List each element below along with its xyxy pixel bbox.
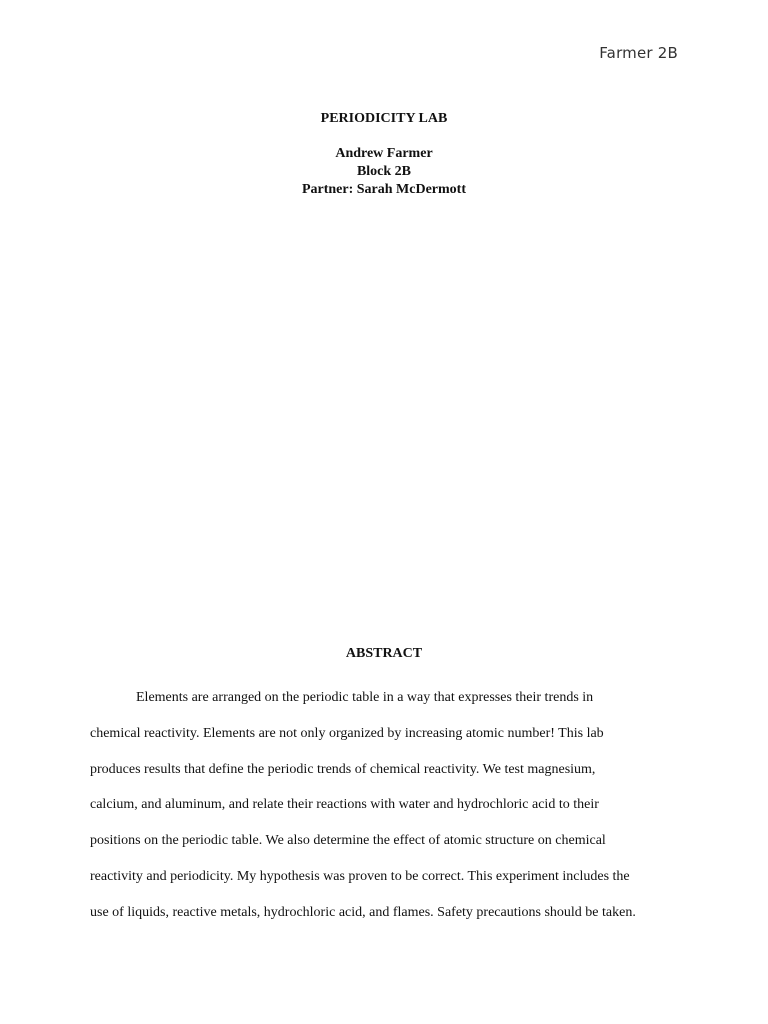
title-block xyxy=(0,110,768,199)
abstract-paragraph xyxy=(90,680,680,931)
abstract-line: Elements are arranged on the periodic table in a way that expresses their trends in xyxy=(136,690,594,705)
abstract-line: chemical reactivity. Elements are not only organized by increasing atomic number! This lab xyxy=(90,725,604,741)
class-block: Block 2B xyxy=(356,164,412,179)
document-title: PERIODICITY LAB xyxy=(320,111,448,126)
running-head: Farmer 2B xyxy=(599,44,678,62)
author-name: Andrew Farmer xyxy=(335,146,433,161)
lab-partner: Partner: Sarah McDermott xyxy=(301,182,467,197)
abstract-heading: ABSTRACT xyxy=(345,646,423,661)
abstract-line: produces results that define the periodic trends of chemical reactivity. We test magnesium, xyxy=(90,761,596,777)
abstract-line: calcium, and aluminum, and relate their reactions with water and hydrochloric acid to their xyxy=(90,797,599,813)
abstract-line: use of liquids, reactive metals, hydrochloric acid, and flames. Safety precautions should be taken. xyxy=(90,904,636,920)
abstract-line: positions on the periodic table. We also determine the effect of atomic structure on chemical xyxy=(90,833,606,849)
abstract-line: reactivity and periodicity. My hypothesis was proven to be correct. This experiment includes the xyxy=(90,868,630,884)
